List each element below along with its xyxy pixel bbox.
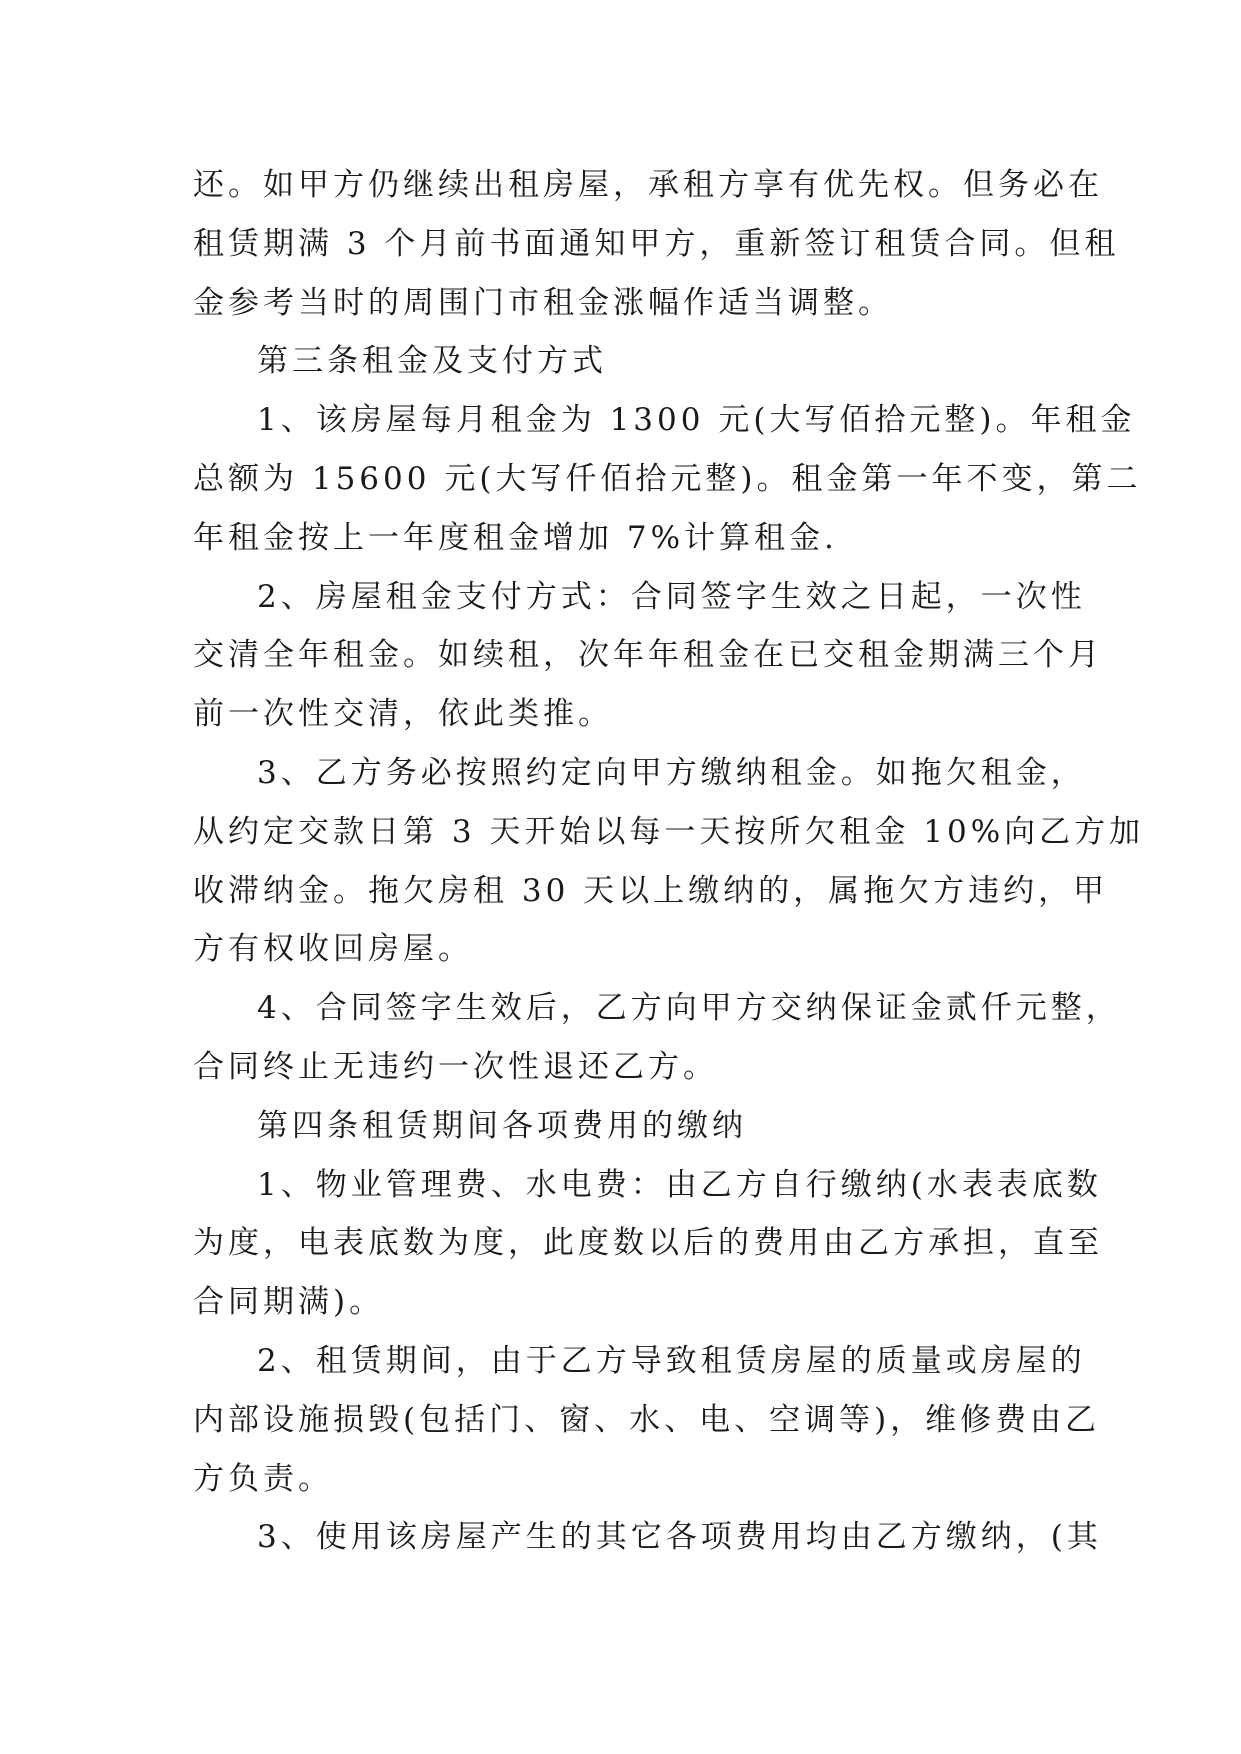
text-line: 2、租赁期间，由于乙方导致租赁房屋的质量或房屋的 xyxy=(257,1342,1086,1379)
text-line: 前一次性交清，依此类推。 xyxy=(193,696,613,733)
text-line: 合同终止无违约一次性退还乙方。 xyxy=(193,1048,718,1085)
text-line: 为度，电表底数为度，此度数以后的费用由乙方承担，直至 xyxy=(193,1225,1103,1262)
text-line: 合同期满)。 xyxy=(193,1284,385,1321)
document-body xyxy=(193,156,1145,1567)
text-line: 交清全年租金。如续租，次年年租金在已交租金期满三个月 xyxy=(193,637,1103,674)
text-line: 金参考当时的周围门市租金涨幅作适当调整。 xyxy=(193,284,893,321)
text-line: 方负责。 xyxy=(193,1460,333,1497)
text-line: 4、合同签字生效后，乙方向甲方交纳保证金贰仟元整， xyxy=(257,990,1121,1027)
text-line: 总额为 15600 元(大写仟佰拾元整)。租金第一年不变，第二 xyxy=(193,460,1142,497)
text-line: 2、房屋租金支付方式：合同签字生效之日起，一次性 xyxy=(257,578,1086,615)
text-line: 从约定交款日第 3 天开始以每一天按所欠租金 10%向乙方加 xyxy=(193,813,1145,850)
text-line: 租赁期满 3 个月前书面通知甲方，重新签订租赁合同。但租 xyxy=(193,225,1120,262)
text-line: 1、物业管理费、水电费：由乙方自行缴纳(水表表底数 xyxy=(257,1166,1102,1203)
text-line: 3、使用该房屋产生的其它各项费用均由乙方缴纳，(其 xyxy=(257,1519,1102,1556)
text-line: 年租金按上一年度租金增加 7%计算租金. xyxy=(193,519,838,556)
section-heading: 第四条租赁期间各项费用的缴纳 xyxy=(257,1107,747,1144)
text-line: 内部设施损毁(包括门、窗、水、电、空调等)，维修费由乙 xyxy=(193,1401,1101,1438)
text-line: 收滞纳金。拖欠房租 30 天以上缴纳的，属拖欠方违约，甲 xyxy=(193,872,1109,909)
text-line: 1、该房屋每月租金为 1300 元(大写佰拾元整)。年租金 xyxy=(257,402,1136,439)
text-line: 方有权收回房屋。 xyxy=(193,931,473,968)
text-line: 3、乙方务必按照约定向甲方缴纳租金。如拖欠租金， xyxy=(257,754,1086,791)
section-heading: 第三条租金及支付方式 xyxy=(257,343,607,380)
text-line: 还。如甲方仍继续出租房屋，承租方享有优先权。但务必在 xyxy=(193,167,1103,203)
